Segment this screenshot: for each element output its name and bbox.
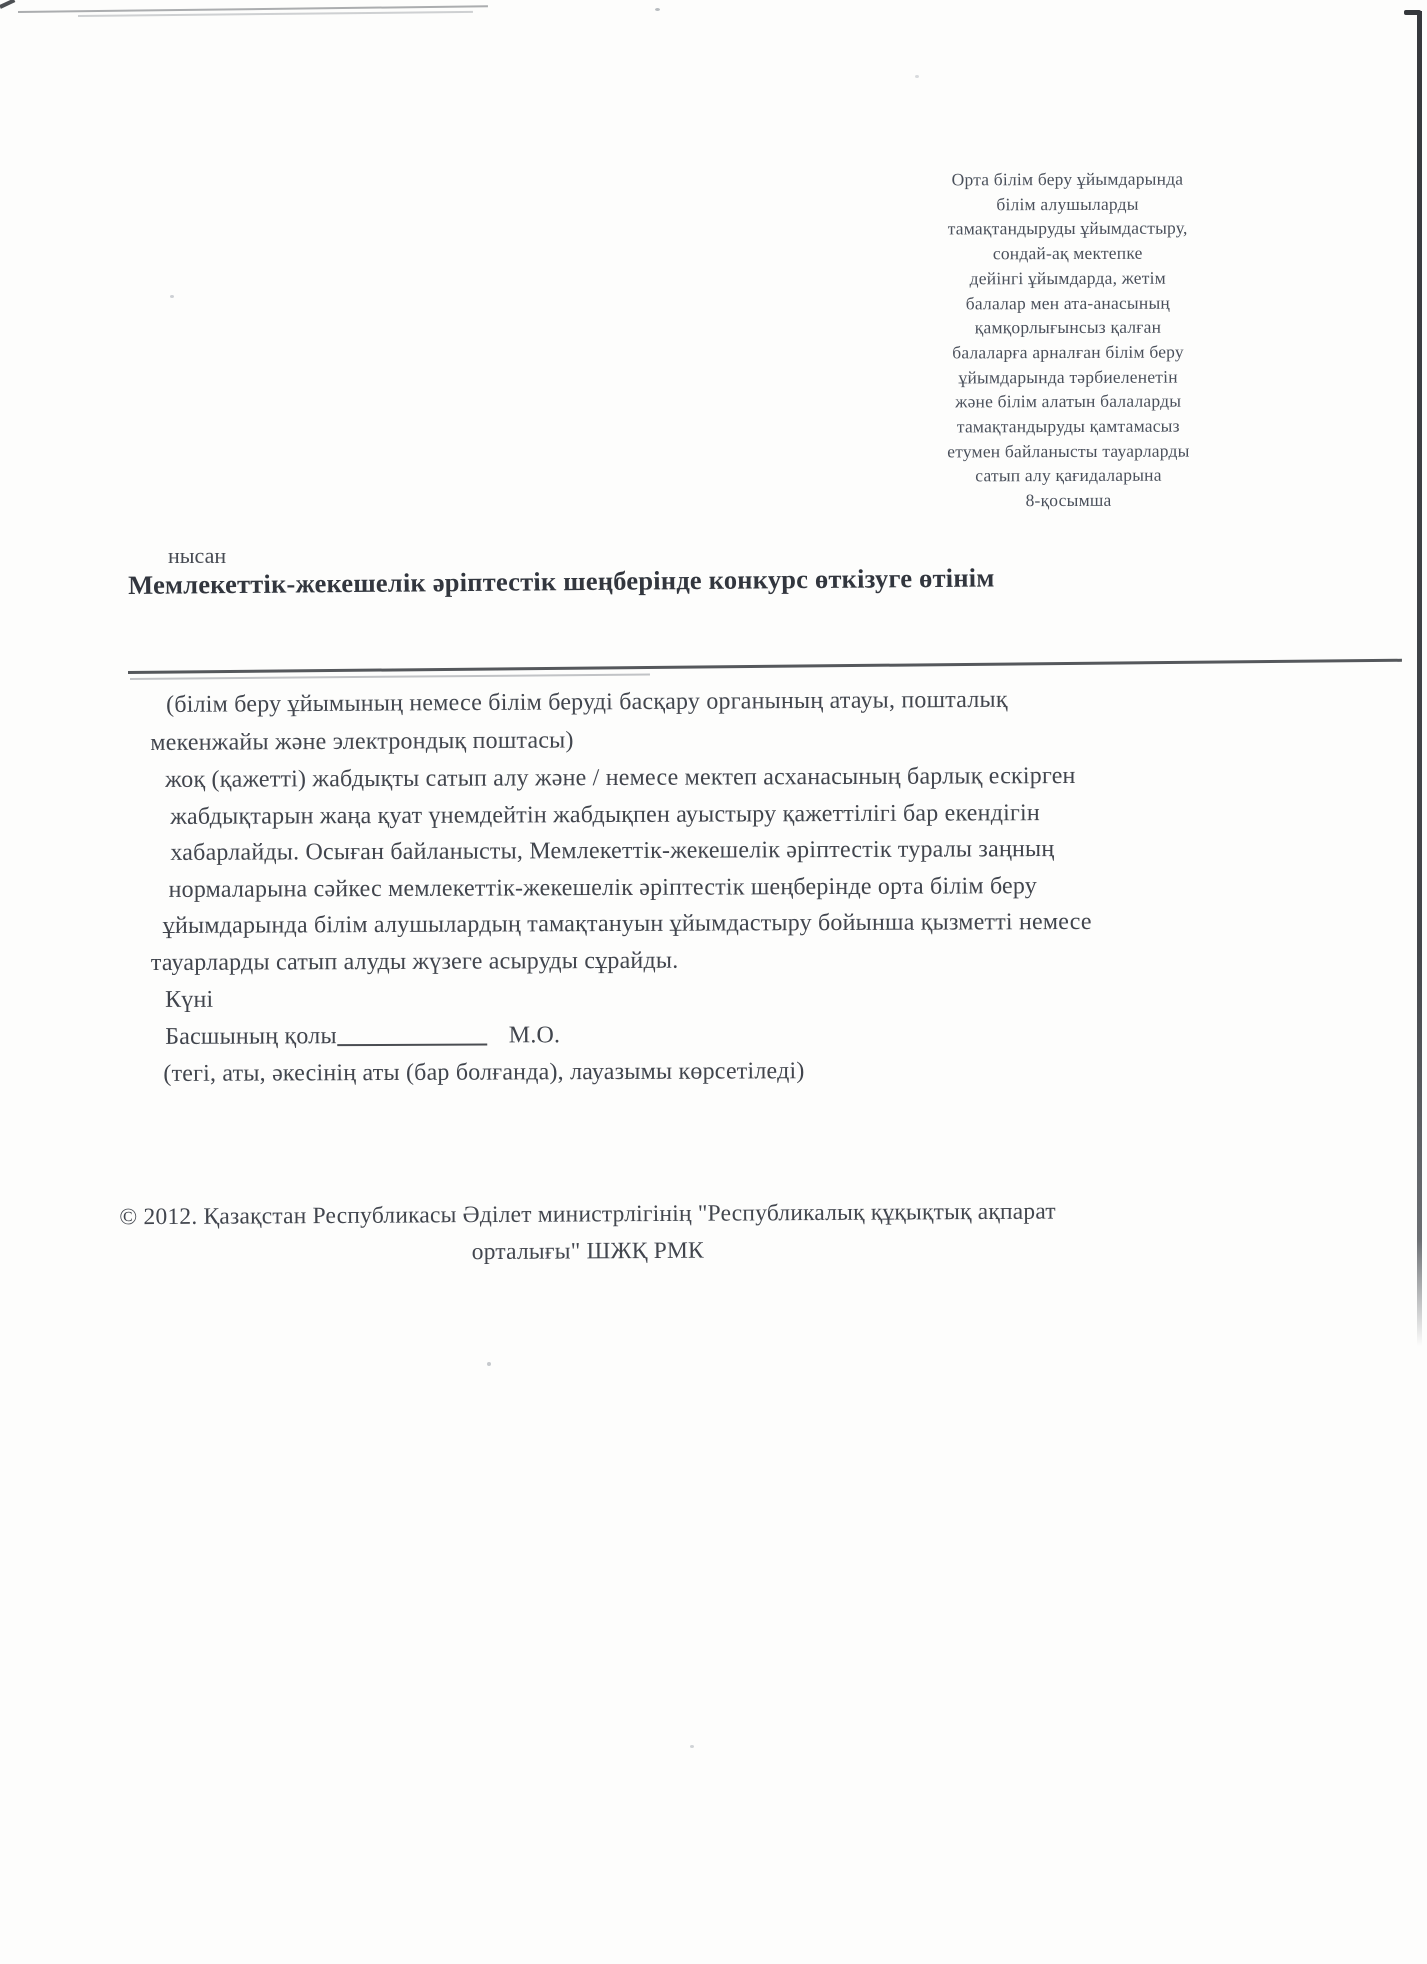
scan-artifact-top-line bbox=[18, 5, 488, 13]
signature-label: Басшының қолы bbox=[165, 1023, 337, 1051]
copyright-footer bbox=[0, 1193, 1175, 1274]
appendix-note-line: дейінгі ұйымдарда, жетім bbox=[969, 267, 1166, 289]
appendix-note-line: Орта білім беру ұйымдарында bbox=[951, 168, 1184, 190]
scan-artifact-corner-dash bbox=[0, 0, 15, 9]
body-paragraph-line: тауарларды сатып алуды жүзеге асыруды сұрайды. bbox=[150, 947, 679, 976]
date-label: Күні bbox=[164, 986, 214, 1013]
org-name-caption-line: мекенжайы және электрондық поштасы) bbox=[150, 727, 574, 756]
form-type-label: нысан bbox=[168, 543, 227, 568]
scan-speck bbox=[915, 75, 919, 78]
signature-line bbox=[151, 1013, 1286, 1056]
org-name-caption bbox=[150, 679, 1300, 762]
appendix-reference-note bbox=[941, 167, 1194, 514]
body-paragraph-line: жоқ (қажетті) жабдықты сатып алу және / немесе мектеп асханасының барлық ескірген bbox=[165, 762, 1076, 793]
scan-artifact-right-edge-bar bbox=[1417, 11, 1422, 1346]
scan-artifact-top-line-echo bbox=[78, 11, 473, 17]
copyright-footer-line: © 2012. Қазақстан Республикасы Әділет министрлігінің "Республикалық құқықтық ақпарат bbox=[119, 1198, 1056, 1231]
appendix-note-line: балаларға арналған білім беру bbox=[952, 341, 1184, 363]
appendix-note-line: және білім алатын балаларды bbox=[955, 390, 1182, 412]
org-name-caption-line: (білім беру ұйымының немесе білім беруді басқару органының атауы, пошталық bbox=[166, 686, 1008, 718]
document-title: Мемлекеттік-жекешелік әріптестік шеңберінде конкурс өткізуге өтінім bbox=[128, 562, 995, 600]
fill-in-rule-echo bbox=[130, 673, 650, 679]
body-paragraph-line: хабарлайды. Осыған байланысты, Мемлекеттік-жекешелік әріптестік туралы заңның bbox=[170, 836, 1055, 867]
appendix-note-line: 8-қосымша bbox=[1025, 489, 1112, 511]
appendix-note-line: етумен байланысты тауарларды bbox=[947, 440, 1190, 462]
appendix-note-line: сатып алу қағидаларына bbox=[975, 465, 1162, 486]
body-paragraph-line: нормаларына сәйкес мемлекеттік-жекешелік әріптестік шеңберінде орта білім беру bbox=[168, 872, 1038, 903]
scan-artifact-right-edge-nub bbox=[1404, 10, 1421, 15]
scan-speck bbox=[170, 295, 174, 298]
appendix-note-line: қамқорлығынсыз қалған bbox=[974, 316, 1162, 338]
seal-abbreviation: М.О. bbox=[508, 1022, 561, 1049]
application-body bbox=[150, 757, 1286, 1092]
fill-in-rule bbox=[128, 659, 1402, 674]
appendix-note-line: білім алушыларды bbox=[996, 193, 1139, 214]
body-paragraph-line: ұйымдарында білім алушылардың тамақтануын ұйымдастыру бойынша қызметті немесе bbox=[162, 909, 1092, 940]
signature-blank-line bbox=[337, 1020, 487, 1047]
appendix-note-line: балалар мен ата-анасының bbox=[965, 292, 1170, 313]
body-paragraph bbox=[150, 757, 1286, 982]
scan-speck bbox=[690, 1745, 694, 1748]
signature-note: (тегі, аты, әкесінің аты (бар болғанда), лауазымы көрсетіледі) bbox=[163, 1057, 805, 1087]
appendix-note-line: тамақтандыруды қамтамасыз bbox=[956, 415, 1180, 437]
copyright-footer-line: орталығы" ШЖҚ РМК bbox=[471, 1237, 704, 1266]
scan-speck bbox=[655, 8, 660, 11]
appendix-note-line: сондай-ақ мектепке bbox=[992, 242, 1143, 264]
body-paragraph-line: жабдықтарын жаңа қуат үнемдейтін жабдықпен ауыстыру қажеттілігі бар екендігін bbox=[170, 799, 1040, 830]
appendix-note-line: тамақтандыруды ұйымдастыру, bbox=[947, 217, 1188, 239]
appendix-note-line: ұйымдарында тәрбиеленетін bbox=[958, 366, 1178, 388]
scan-speck bbox=[487, 1362, 491, 1366]
